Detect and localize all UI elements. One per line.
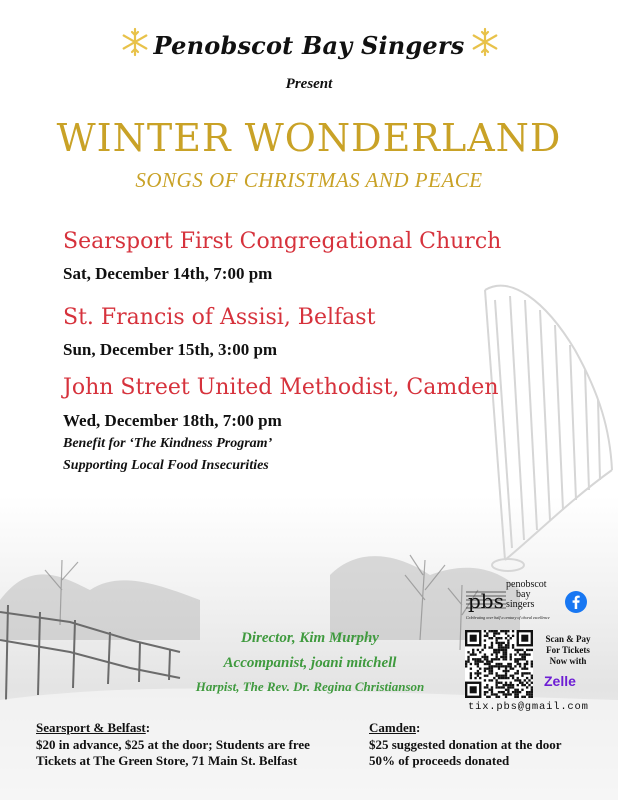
scan-line: Now with <box>549 656 587 666</box>
group-name: Penobscot Bay Singers <box>153 31 465 60</box>
ticket-email[interactable]: tix.pbs@gmail.com <box>468 701 589 713</box>
director-credit: Director, Kim Murphy <box>241 630 379 646</box>
zelle-logo: Zelle <box>544 673 576 689</box>
footer-right-heading: Camden <box>369 720 416 735</box>
logo-line: bay <box>516 589 531 600</box>
footer-right <box>369 719 562 769</box>
footer-right-donation: 50% of proceeds donated <box>369 753 510 768</box>
music-staff-icon <box>466 578 506 618</box>
concert-title: WINTER WONDERLAND <box>56 116 562 160</box>
event-venue: John Street United Methodist, Camden <box>63 375 499 400</box>
present-label: Present <box>285 76 333 92</box>
footer-left-heading: Searsport & Belfast <box>36 720 146 735</box>
scan-line: For Tickets <box>546 645 590 655</box>
logo-tagline: Celebrating over half a century of choral excellence <box>466 615 550 620</box>
footer-colon: : <box>415 720 421 735</box>
footer-left <box>36 719 310 769</box>
concert-subtitle: SONGS OF CHRISTMAS AND PEACE <box>135 168 483 192</box>
footer-colon: : <box>145 720 151 735</box>
event-date: Sun, December 15th, 3:00 pm <box>63 340 278 359</box>
scan-line: Scan & Pay <box>545 634 591 644</box>
event-venue: St. Francis of Assisi, Belfast <box>63 305 376 330</box>
footer-left-pricing: $20 in advance, $25 at the door; Students are free <box>36 737 310 752</box>
footer-left-tickets: Tickets at The Green Store, 71 Main St. Belfast <box>36 753 298 768</box>
event-venue: Searsport First Congregational Church <box>63 229 502 254</box>
logo-line: singers <box>506 599 535 610</box>
accompanist-credit: Accompanist, joani mitchell <box>223 655 397 671</box>
benefit-line: Benefit for ‘The Kindness Program’ <box>63 436 273 451</box>
benefit-subline: Supporting Local Food Insecurities <box>63 458 269 473</box>
pbs-logo <box>466 578 566 622</box>
event-date: Sat, December 14th, 7:00 pm <box>63 264 273 283</box>
svg-text:pbs: pbs <box>468 589 504 613</box>
harpist-credit: Harpist, The Rev. Dr. Regina Christianson <box>195 679 425 694</box>
facebook-icon[interactable] <box>565 591 587 613</box>
logo-line: penobscot <box>506 579 547 590</box>
qr-code-icon[interactable] <box>465 630 533 698</box>
footer-right-pricing: $25 suggested donation at the door <box>369 737 562 752</box>
harp-icon <box>485 286 612 571</box>
scan-instructions <box>538 634 598 667</box>
event-date: Wed, December 18th, 7:00 pm <box>63 411 282 430</box>
logo-text <box>506 580 547 610</box>
